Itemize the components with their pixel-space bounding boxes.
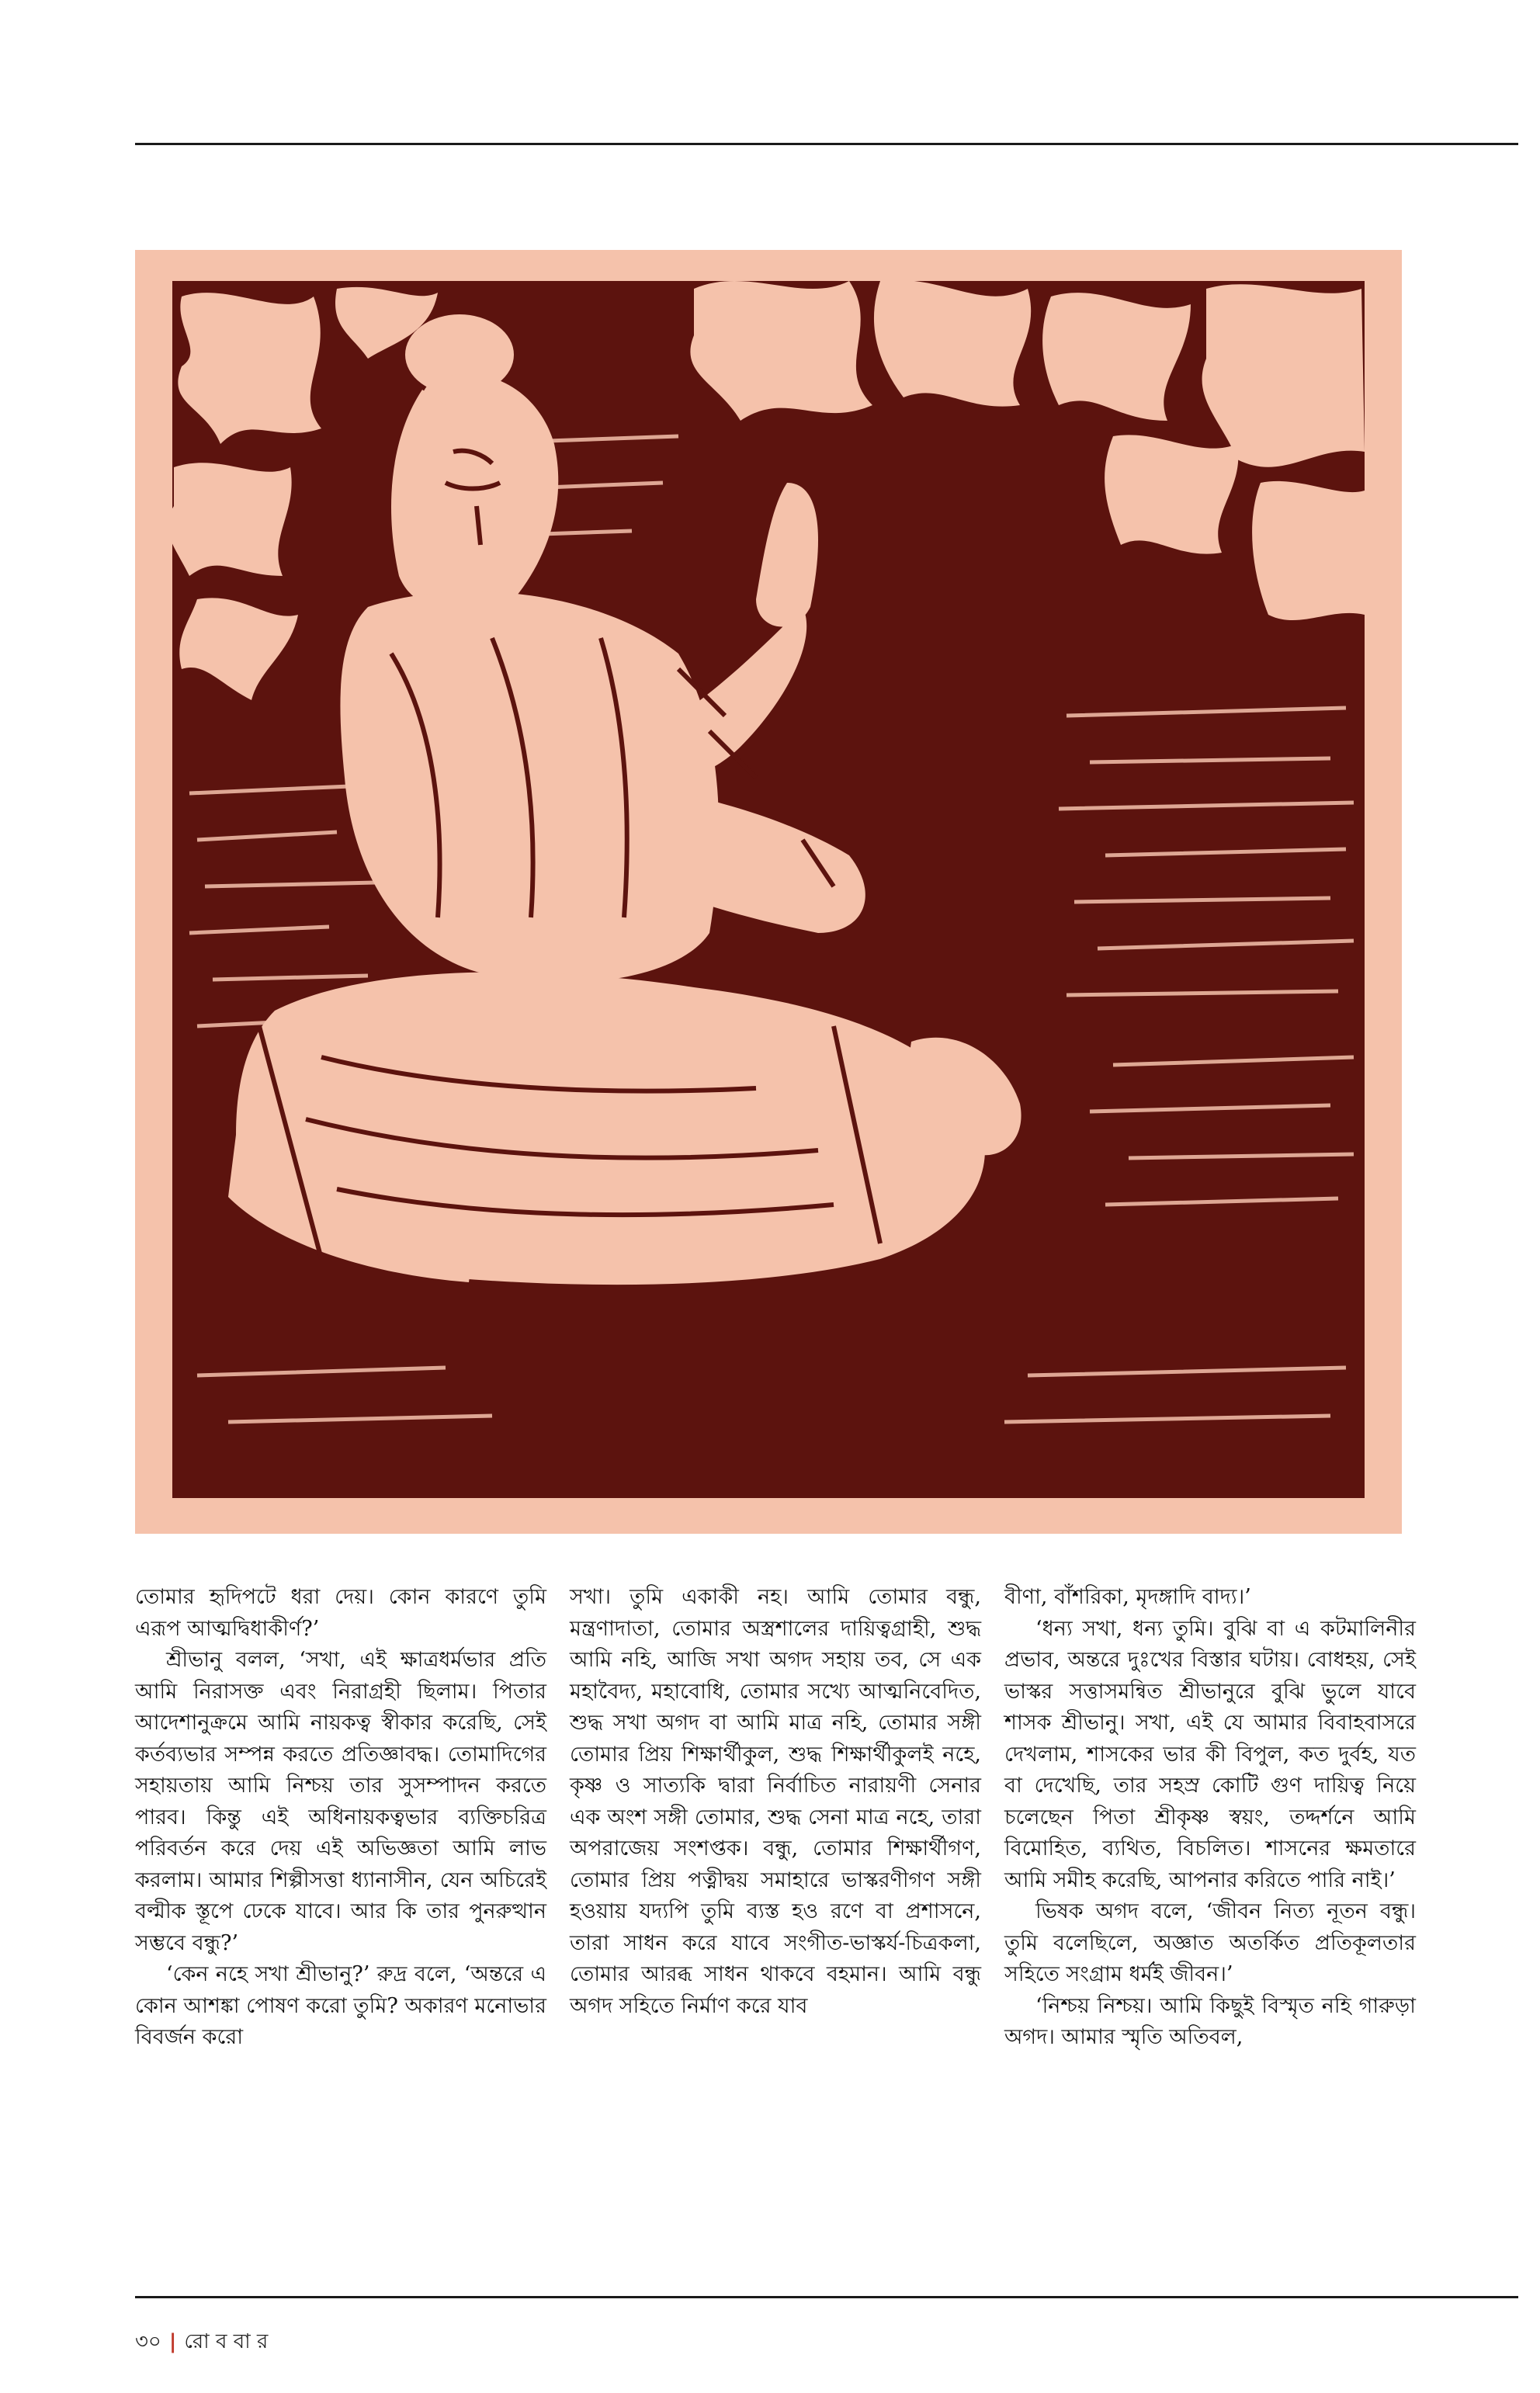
top-rule [135,143,1518,145]
text-column-3 [1004,1582,1416,2054]
paragraph: সখা। তুমি একাকী নহ। আমি তোমার বন্ধু, মন্ত্রণাদাতা, তোমার অস্ত্রশালের দায়িত্বগ্রাহী, শুদ্ধ আমি নহি, আজি সখা অগদ সহায় তব, সে এক মহাবৈদ্য, মহাবোধি, তোমার সখ্যে আত্মনিবেদিত, শুদ্ধ সখা অগদ বা আমি মাত্র নহি, তোমার সঙ্গী তোমার প্রিয় শিক্ষার্থীকুল, শুদ্ধ শিক্ষার্থীকুলই নহে, কৃষ্ণ ও সাত্যকি দ্বারা নির্বাচিত নারায়ণী সেনার এক অংশ সঙ্গী তোমার, শুদ্ধ সেনা মাত্র নহে, তারা অপরাজেয় সংশপ্তক। বন্ধু, তোমার শিক্ষার্থীগণ, তোমার প্রিয় পত্নীদ্বয় সমাহারে ভাস্করণীগণ সঙ্গী হওয়ায় যদ্যপি তুমি ব্যস্ত হও রণে বা প্রশাসনে, তারা সাধন করে যাবে সংগীত-ভাস্কর্য-চিত্রকলা, তোমার আরব্ধ সাধন থাকবে বহমান। আমি বন্ধু অগদ সহিতে নির্মাণ করে যাব [570,1585,981,2018]
paragraph: ভিষক অগদ বলে, ‘জীবন নিত্য নূতন বন্ধু। তুমি বলেছিলে, অজ্ঞাত অতর্কিত প্রতিকূলতার সহিতে সংগ্রাম ধর্মই জীবন।’ [1004,1899,1416,1986]
text-column-1 [135,1582,546,2054]
paragraph: বীণা, বাঁশরিকা, মৃদঙ্গাদি বাদ্য।’ [1004,1585,1251,1609]
paragraph: শ্রীভানু বলল, ‘সখা, এই ক্ষাত্রধর্মভার প্রতি আমি নিরাসক্ত এবং নিরাগ্রহী ছিলাম। পিতার আদেশানুক্রমে আমি নায়কত্ব স্বীকার করেছি, সেই কর্তব্যভার সম্পন্ন করতে প্রতিজ্ঞাবদ্ধ। তোমাদিগের সহায়তায় আমি নিশ্চয় তার সুসম্পাদন করতে পারব। কিন্তু এই অধিনায়কত্বভার ব্যক্তিচরিত্র পরিবর্তন করে দেয় এই অভিজ্ঞতা আমি লাভ করলাম। আমার শিল্পীসত্তা ধ্যানাসীন, যেন অচিরেই বল্মীক স্তূপে ঢেকে যাবে। আর কি তার পুনরুত্থান সম্ভবে বন্ধু?’ [135,1648,546,1955]
page-number: ৩০ [135,2330,161,2353]
woodcut-seated-sage-illustration [135,250,1402,1534]
paragraph: ‘ধন্য সখা, ধন্য তুমি। বুঝি বা এ কটমালিনীর প্রভাব, অন্তরে দুঃখের বিস্তার ঘটায়। বোধহয়, সেই ভাস্কর সত্তাসমন্বিত শ্রীভানুরে বুঝি ভুলে যাবে শাসক শ্রীভানু। সখা, এই যে আমার বিবাহবাসরে দেখলাম, শাসকের ভার কী বিপুল, কত দুর্বহ, যত বা দেখেছি, তার সহস্র কোটি গুণ দায়িত্ব নিয়ে চলেছেন পিতা শ্রীকৃষ্ণ স্বয়ং, তদ্দর্শনে আমি বিমোহিত, ব্যথিত, বিচলিত। শাসনের ক্ষমতারে আমি সমীহ করেছি, আপনার করিতে পারি নাই।’ [1004,1616,1416,1892]
footer-separator: | [168,2330,177,2353]
text-column-2 [570,1582,981,2022]
paragraph: ‘নিশ্চয় নিশ্চয়। আমি কিছুই বিস্মৃত নহি গারুড়া অগদ। আমার স্মৃতি অতিবল, [1004,1993,1417,2049]
bottom-rule [135,2296,1518,2298]
magazine-name: রো ব বা র [184,2330,269,2353]
page-footer [135,2325,268,2360]
illustration [135,250,1402,1534]
paragraph: ‘কেন নহে সখা শ্রীভানু?’ রুদ্র বলে, ‘অন্তরে এ কোন আশঙ্কা পোষণ করো তুমি? অকারণ মনোভার বিবর্জন করো [135,1962,546,2049]
paragraph: তোমার হৃদিপটে ধরা দেয়। কোন কারণে তুমি এরূপ আত্মদ্বিধাকীর্ণ?’ [135,1585,546,1641]
